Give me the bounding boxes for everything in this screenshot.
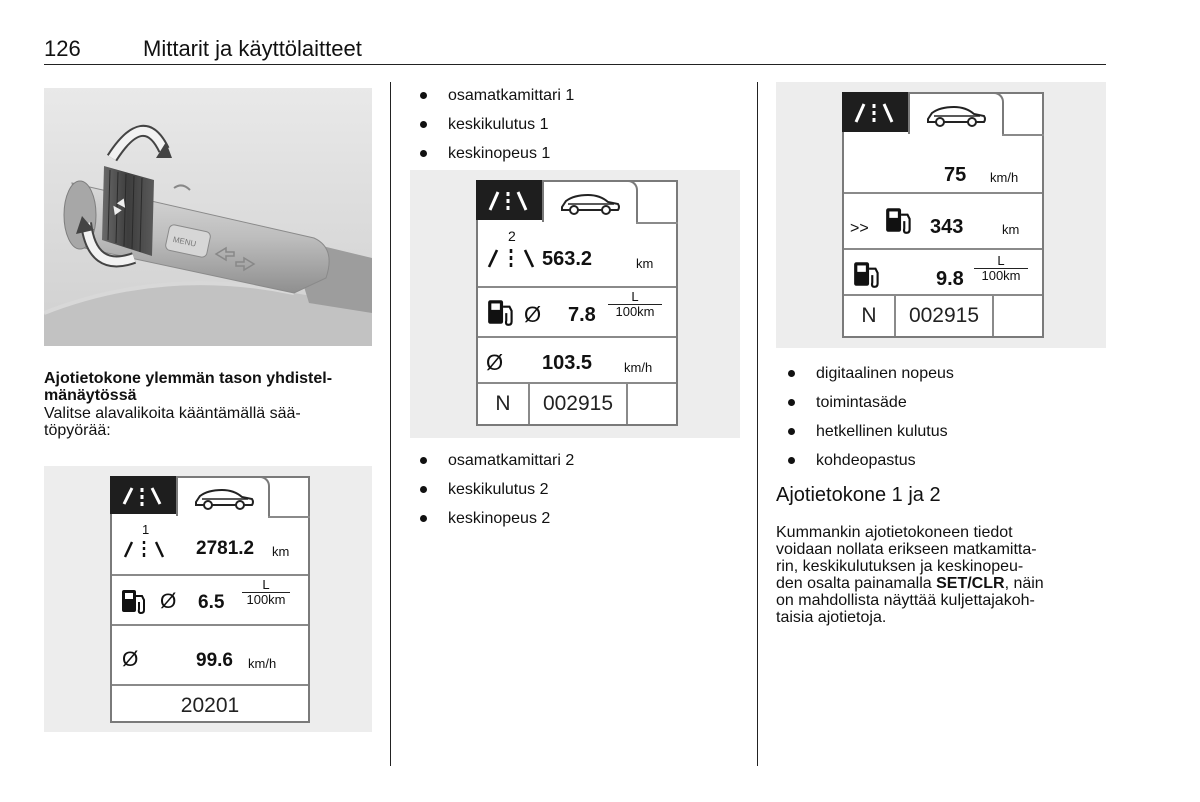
row-divider — [844, 192, 1042, 194]
instant-consumption-value: 9.8 — [936, 268, 964, 290]
trip-index: 1 — [142, 522, 150, 537]
trip-unit: km — [272, 544, 290, 559]
car-tab-icon — [542, 180, 638, 222]
road-tab-icon — [110, 476, 176, 514]
car-tab-icon — [908, 92, 1004, 134]
cell-divider — [626, 384, 628, 424]
list-item: toimintasäde — [786, 393, 954, 422]
gear-indicator: N — [495, 392, 511, 415]
cell-divider — [992, 296, 994, 336]
bullet-list-trip-2 — [418, 451, 574, 538]
svg-text:▲▼: ▲▼ — [108, 196, 130, 217]
avg-consumption-value: 6.5 — [198, 592, 225, 613]
odometer: 002915 — [908, 304, 980, 327]
column-divider-left — [390, 82, 391, 766]
digital-speed-value: 75 — [944, 164, 967, 186]
trip-distance: 2781.2 — [196, 538, 255, 559]
list-item: keskinopeus 1 — [418, 144, 574, 173]
fuel-pump-icon — [852, 258, 884, 295]
odometer: 002915 — [542, 392, 614, 415]
gear-indicator: N — [861, 304, 877, 327]
display-panel-3 — [842, 92, 1044, 338]
display-figure-1 — [44, 466, 372, 732]
list-item: keskikulutus 1 — [418, 115, 574, 144]
page-number: 126 — [44, 36, 81, 61]
tab-baseline — [1002, 134, 1044, 136]
bullet-list-digital-display — [786, 364, 954, 480]
header-rule — [44, 64, 1106, 65]
list-item: hetkellinen kulutus — [786, 422, 954, 451]
list-item: kohdeopastus — [786, 451, 954, 480]
trip-index: 2 — [508, 228, 516, 244]
consumption-unit: $\frac{L}{100km}$ — [242, 578, 290, 607]
avg-speed-symbol: Ø — [122, 648, 139, 671]
range-value: 343 — [930, 216, 964, 238]
digital-speed-unit: km/h — [990, 170, 1019, 185]
page-title: Mittarit ja käyttölaitteet — [143, 36, 362, 61]
tab-baseline — [636, 222, 678, 224]
avg-speed-unit: km/h — [624, 360, 653, 375]
consumption-unit: $\frac{L}{100km}$ — [974, 254, 1028, 283]
list-item: osamatkamittari 1 — [418, 86, 574, 115]
row-divider — [478, 286, 676, 288]
fuel-pump-icon — [486, 296, 518, 333]
row-divider — [112, 574, 308, 576]
road-tab-icon — [476, 180, 542, 220]
section-paragraph: Kummankin ajotietokoneen tiedot voidaan nollata erikseen matkamitta- rin, keskikulutuksen ja keskinopeu- den osalta painamalla SET/CLR, näin on mahdollista näyttää kuljettajakoh- taisia ajotietoja. — [776, 524, 1044, 626]
row-divider — [112, 624, 308, 626]
consumption-unit: $\frac{L}{100km}$ — [608, 290, 662, 319]
display-panel-1 — [110, 476, 310, 723]
range-unit: km — [1002, 222, 1020, 237]
lever-caption-body: Valitse alavalikoita kääntämällä sää- töpyörää: — [44, 405, 301, 439]
avg-consumption-value: 7.8 — [568, 304, 596, 326]
avg-speed-symbol: Ø — [486, 350, 504, 375]
trip-road-icon — [486, 244, 536, 275]
row-divider — [112, 684, 308, 686]
lever-caption-title: Ajotietokone ylemmän tason yhdistel- mänäytössä — [44, 370, 333, 404]
range-prefix: >> — [850, 220, 869, 237]
tab-baseline — [268, 516, 310, 518]
trip-unit: km — [636, 256, 654, 271]
display-panel-2 — [476, 180, 678, 426]
svg-text:MENU: MENU — [172, 234, 197, 249]
avg-consumption-symbol: Ø — [524, 302, 542, 327]
car-tab-icon — [176, 476, 270, 516]
avg-speed-value: 99.6 — [196, 650, 233, 671]
bullet-list-trip-1 — [418, 86, 574, 173]
row-divider — [844, 248, 1042, 250]
list-item: keskikulutus 2 — [418, 480, 574, 509]
list-item: keskinopeus 2 — [418, 509, 574, 538]
trip-distance: 563.2 — [542, 248, 593, 270]
fuel-pump-icon — [120, 586, 150, 621]
section-heading: Ajotietokone 1 ja 2 — [776, 484, 941, 506]
column-divider-right — [757, 82, 758, 766]
avg-speed-unit: km/h — [248, 656, 277, 671]
set-clr-label: SET/CLR — [936, 575, 1005, 592]
row-divider — [478, 336, 676, 338]
display-figure-3 — [776, 82, 1106, 348]
odometer: 20201 — [180, 694, 240, 717]
steering-column-lever-illustration — [44, 88, 372, 346]
avg-speed-value: 103.5 — [542, 352, 593, 374]
list-item: digitaalinen nopeus — [786, 364, 954, 393]
trip-road-icon — [122, 536, 166, 565]
list-item: osamatkamittari 2 — [418, 451, 574, 480]
fuel-pump-icon — [884, 204, 916, 241]
lever-photo — [44, 88, 372, 346]
avg-consumption-symbol: Ø — [160, 590, 177, 613]
road-tab-icon — [842, 92, 908, 132]
display-figure-2 — [410, 170, 740, 438]
